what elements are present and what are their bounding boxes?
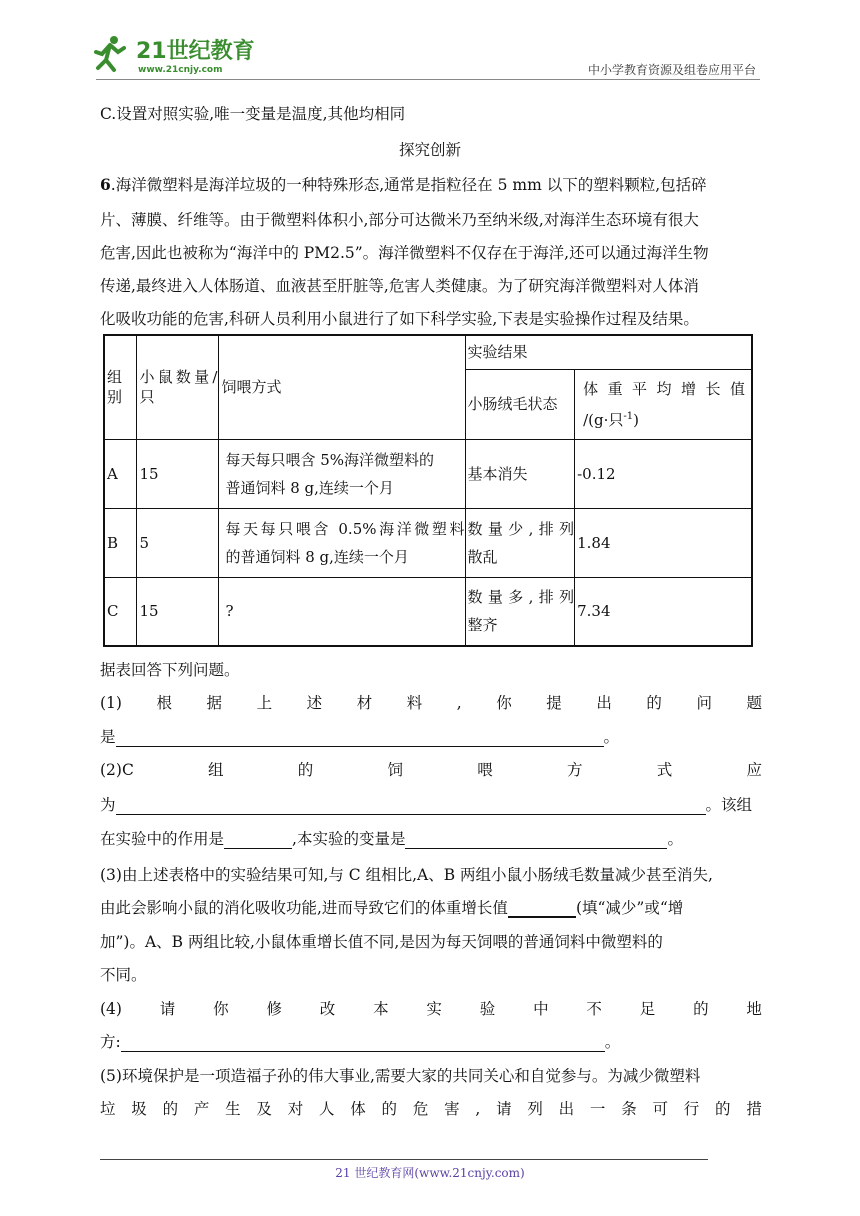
header-weight: 体重平均增长值 /(g·只$^{-1}$) — [575, 369, 752, 439]
q6-line-1-text: .海洋微塑料是海洋垃圾的一种特殊形态,通常是指粒径在 5 mm 以下的塑料颗粒,包括碎 — [110, 176, 707, 194]
word: 题 — [746, 694, 762, 712]
word: 可 — [652, 1100, 668, 1118]
word: 及 — [256, 1100, 272, 1118]
table-row — [104, 439, 752, 508]
q3-line-1: (3)由上述表格中的实验结果可知,与 C 组相比,A、B 两组小鼠小肠绒毛数量减少甚至消失, — [100, 866, 713, 884]
word: 述 — [306, 694, 323, 712]
word: (4) — [100, 1000, 122, 1018]
header-villi: 小肠绒毛状态 — [465, 369, 575, 439]
row-b-villi: 数量少,排列 散乱 — [465, 508, 575, 577]
q3-blank[interactable] — [508, 900, 576, 918]
header-divider — [96, 79, 760, 80]
word: 一 — [589, 1100, 606, 1118]
word: 足 — [639, 1000, 656, 1018]
q3-line-4: 不同。 — [100, 966, 147, 984]
row-c-group: C — [104, 577, 137, 646]
row-c-villi: 数量多,排列 整齐 — [465, 577, 575, 646]
footer-divider — [100, 1159, 708, 1160]
option-c: C.设置对照实验,唯一变量是温度,其他均相同 — [100, 105, 406, 123]
word: 请 — [159, 1000, 176, 1018]
word: 出 — [596, 694, 612, 712]
table-row — [104, 577, 752, 646]
word: 条 — [621, 1100, 637, 1118]
word: 修 — [266, 1000, 282, 1018]
q1-line-2: 是 。 — [100, 728, 620, 746]
word: 地 — [746, 1000, 762, 1018]
word: 垃 — [100, 1100, 116, 1118]
q2-role-blank[interactable] — [224, 832, 292, 849]
section-title: 探究创新 — [398, 141, 461, 159]
word: 应 — [746, 761, 762, 779]
word: (2)C — [100, 761, 134, 779]
q4-line-2: 方: 。 — [100, 1033, 621, 1051]
word: 材 — [356, 694, 373, 712]
word: 组 — [208, 761, 224, 779]
word: (1) — [100, 694, 122, 712]
q2-feed-blank[interactable] — [116, 798, 706, 815]
word: 体 — [350, 1100, 366, 1118]
word: 的 — [693, 1000, 709, 1018]
word: 产 — [193, 1100, 210, 1118]
q2-line-3: 在实验中的作用是 ,本实验的变量是 。 — [100, 830, 683, 848]
word: 你 — [213, 1000, 229, 1018]
word: , — [456, 694, 462, 712]
row-b-count: 5 — [137, 508, 219, 577]
row-c-feed: ? — [219, 577, 465, 646]
header-count: 小鼠数量/只 — [137, 335, 219, 439]
word: 行 — [683, 1100, 700, 1118]
row-b-weight: 1.84 — [575, 508, 752, 577]
word: 方 — [566, 761, 583, 779]
row-c-count: 15 — [137, 577, 219, 646]
word: 危 — [412, 1100, 429, 1118]
word: 问 — [696, 694, 712, 712]
logo-text: 21世纪教育 — [136, 39, 255, 64]
word: 的 — [715, 1100, 731, 1118]
word: 饲 — [387, 761, 404, 779]
word: 验 — [479, 1000, 496, 1018]
word: 的 — [162, 1100, 179, 1118]
header-result: 实验结果 — [465, 335, 752, 369]
word: 据 — [206, 694, 223, 712]
q6-line-5: 化吸收功能的危害,科研人员利用小鼠进行了如下科学实验,下表是实验操作过程及结果。 — [100, 310, 699, 328]
word: 上 — [256, 694, 273, 712]
word: 料 — [406, 694, 423, 712]
table-row — [104, 508, 752, 577]
footer-text: 21 世纪教育网(www.21cnjy.com) — [335, 1166, 525, 1180]
word: 圾 — [131, 1100, 147, 1118]
q6-number: 6 — [100, 175, 111, 194]
word: , — [475, 1100, 481, 1118]
word: 实 — [426, 1000, 442, 1018]
q6-line-4: 传递,最终进入人体肠道、血液甚至肝脏等,危害人类健康。为了研究海洋微塑料对人体消 — [100, 277, 699, 295]
word: 出 — [558, 1100, 575, 1118]
q1-line-1 — [100, 693, 762, 713]
row-a-group: A — [104, 439, 137, 508]
word: 人 — [318, 1100, 335, 1118]
row-a-count: 15 — [137, 439, 219, 508]
site-logo — [92, 30, 262, 80]
header-feed: 饲喂方式 — [219, 335, 465, 439]
q5-line-1: (5)环境保护是一项造福子孙的伟大事业,需要大家的共同关心和自觉参与。为减少微塑料 — [100, 1067, 701, 1085]
word: 生 — [225, 1100, 241, 1118]
q6-line-3: 危害,因此也被称为“海洋中的 PM2.5”。海洋微塑料不仅存在于海洋,还可以通过海洋生物 — [100, 244, 709, 262]
word: 中 — [533, 1000, 549, 1018]
q5-line-2 — [100, 1099, 762, 1119]
word: 不 — [586, 1000, 602, 1018]
q2-variable-blank[interactable] — [405, 832, 667, 849]
logo-url: www.21cnjy.com — [138, 65, 223, 75]
word: 对 — [287, 1100, 304, 1118]
q4-answer-blank[interactable] — [121, 1035, 605, 1052]
runner-icon — [96, 36, 124, 70]
row-b-feed: 每天每只喂含 0.5%海洋微塑料 的普通饲料 8 g,连续一个月 — [219, 508, 465, 577]
q6-line-1 — [100, 175, 762, 195]
word: 的 — [646, 694, 662, 712]
header-group: 组别 — [104, 335, 137, 439]
row-a-feed: 每天每只喂含 5%海洋微塑料的 普通饲料 8 g,连续一个月 — [219, 439, 465, 508]
word: 列 — [527, 1100, 543, 1118]
q2-line-2: 为 。该组 — [100, 796, 753, 814]
word: 本 — [373, 1000, 389, 1018]
word: 的 — [297, 761, 314, 779]
word: 害 — [444, 1100, 460, 1118]
word: 根 — [156, 694, 173, 712]
header-platform-text: 中小学教育资源及组卷应用平台 — [587, 63, 756, 77]
word: 的 — [381, 1100, 398, 1118]
word: 式 — [656, 761, 673, 779]
row-a-weight: -0.12 — [575, 439, 752, 508]
q2-line-1 — [100, 760, 762, 780]
q6-line-2: 片、薄膜、纤维等。由于微塑料体积小,部分可达微米乃至纳米级,对海洋生态环境有很大 — [100, 211, 699, 229]
word: 措 — [746, 1100, 762, 1118]
word: 喂 — [477, 761, 493, 779]
row-c-weight: 7.34 — [575, 577, 752, 646]
experiment-table — [103, 334, 753, 647]
word: 改 — [319, 1000, 336, 1018]
questions-intro: 据表回答下列问题。 — [100, 661, 240, 679]
row-b-group: B — [104, 508, 137, 577]
q3-line-3: 加”)。A、B 两组比较,小鼠体重增长值不同,是因为每天饲喂的普通饲料中微塑料的 — [100, 933, 663, 951]
word: 提 — [546, 694, 562, 712]
q1-answer-blank[interactable] — [116, 730, 604, 747]
row-a-villi: 基本消失 — [465, 439, 575, 508]
q3-line-2: 由此会影响小鼠的消化吸收功能,进而导致它们的体重增长值 (填“减少”或“增 — [100, 899, 684, 917]
word: 请 — [496, 1100, 512, 1118]
word: 你 — [496, 694, 512, 712]
q4-line-1 — [100, 999, 762, 1019]
